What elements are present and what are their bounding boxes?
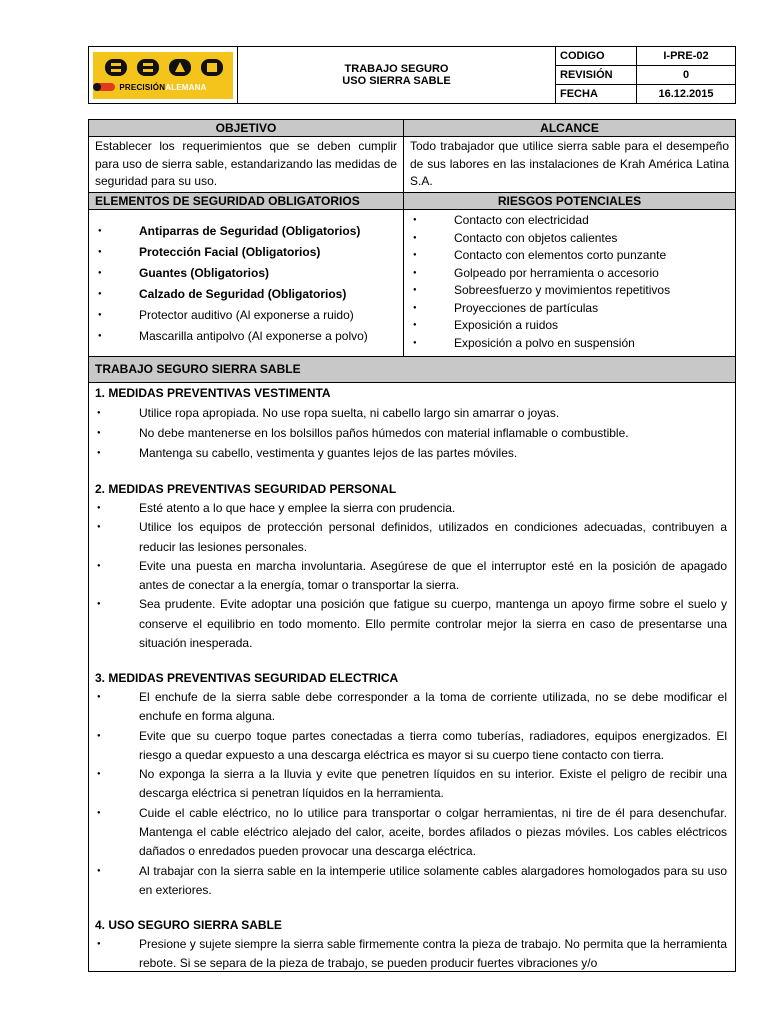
section-item: ● Mantenga su cabello, vestimenta y guantes lejos de las partes móviles. [95, 443, 727, 463]
elementos-item: ● Mascarilla antipolvo (Al exponerse a polvo) [89, 326, 403, 347]
meta-label-codigo: CODIGO [556, 47, 637, 66]
section-item: ● No exponga la sierra a la lluvia y evite que penetren líquidos en su interior. Existe el peligro de recibir una descarga eléctrica si penetran líquidos en la herramienta. [95, 765, 727, 804]
section-item: ● Sea prudente. Evite adoptar una posición que fatigue su cuerpo, mantenga un apoyo firme sobre el suelo y conserve el equilibrio en todo momento. Ello permite controlar mejor la sierra en caso de presentarse una situación inesperada. [95, 595, 727, 653]
riesgos-list [404, 212, 735, 352]
section-item: ● Utilice ropa apropiada. No use ropa suelta, ni cabello largo sin amarrar o joyas. [95, 403, 727, 423]
elementos-item: ● Protección Facial (Obligatorios) [89, 242, 403, 263]
flag-icon [93, 83, 115, 91]
title-line-2: USO SIERRA SABLE [342, 75, 451, 87]
meta-label-revision: REVISIÓN [556, 65, 637, 84]
alcance-text: Todo trabajador que utilice sierra sable para el desempeño de sus labores en las instalaciones de Krah América Latina S.A. [410, 139, 729, 188]
section-item: ● Utilice los equipos de protección personal definidos, utilizados en condiciones adecuadas, contribuyen a reducir las lesiones personales. [95, 518, 727, 557]
meta-value-fecha: 16.12.2015 [637, 84, 736, 103]
section-title: 2. MEDIDAS PREVENTIVAS SEGURIDAD PERSONAL [95, 482, 397, 496]
trabajo-seguro-row [89, 357, 735, 383]
objetivo-heading: OBJETIVO [89, 120, 404, 136]
meta-label-fecha: FECHA [556, 84, 637, 103]
riesgos-item: ● Exposición a polvo en suspensión [404, 335, 735, 353]
objetivo-alcance-row [89, 137, 735, 193]
section-item: ● Evite una puesta en marcha involuntaria. Asegúrese de que el interruptor esté en la posición de apagado antes de conectar a la energía, tomar o transportar la sierra. [95, 557, 727, 596]
document-title [238, 47, 556, 104]
elementos-item: ● Calzado de Seguridad (Obligatorios) [89, 284, 403, 305]
logo-wordmark [93, 83, 233, 92]
riesgos-item: ● Contacto con elementos corto punzante [404, 247, 735, 265]
alcance-heading: ALCANCE [540, 121, 599, 135]
section-item: ● Cuide el cable eléctrico, no lo utilice para transportar o colgar herramientas, ni tire de él para desenchufar. Mantenga el cable eléctrico alejado del calor, aceite, bordes afilados o piezas móviles. Los cables eléctricos dañados o enredados pueden provocar una descarga eléctrica. [95, 804, 727, 862]
company-logo [93, 52, 233, 99]
elementos-item: ● Guantes (Obligatorios) [89, 263, 403, 284]
section-item: ● Presione y sujete siempre la sierra sable firmemente contra la pieza de trabajo. No permita que la herramienta rebote. Si se separa de la pieza de trabajo, se pueden producir fuertes vibraciones y/o [95, 935, 727, 974]
riesgos-item: ● Contacto con objetos calientes [404, 230, 735, 248]
section-seguridad-electrica [89, 669, 735, 900]
section-list [95, 499, 727, 653]
section-seguridad-personal [89, 480, 735, 653]
section-uso-seguro [89, 916, 735, 974]
heading-row-elementos [89, 193, 735, 210]
riesgos-item: ● Proyecciones de partículas [404, 300, 735, 318]
riesgos-item: ● Sobreesfuerzo y movimientos repetitivos [404, 282, 735, 300]
section-title: 4. USO SEGURO SIERRA SABLE [95, 918, 282, 932]
elementos-item: ● Antiparras de Seguridad (Obligatorios) [89, 221, 403, 242]
objetivo-text: Establecer los requerimientos que se deben cumplir para uso de sierra sable, estandarizando las medidas de seguridad para su uso. [95, 139, 397, 188]
riesgos-item: ● Contacto con electricidad [404, 212, 735, 230]
elementos-list [89, 221, 403, 347]
section-list [95, 935, 727, 974]
elementos-item: ● Protector auditivo (Al exponerse a ruido) [89, 305, 403, 326]
meta-value-codigo: I-PRE-02 [637, 47, 736, 66]
section-item: ● Al trabajar con la sierra sable en la intemperie utilice solamente cables alargadores homologados para su uso en exteriores. [95, 862, 727, 901]
title-line-1: TRABAJO SEGURO [344, 63, 449, 75]
main-table [88, 119, 736, 972]
elementos-heading: ELEMENTOS DE SEGURIDAD OBLIGATORIOS [89, 193, 404, 209]
section-item: ● No debe mantenerse en los bolsillos paños húmedos con material inflamable o combustible. [95, 423, 727, 443]
riesgos-item: ● Golpeado por herramienta o accesorio [404, 265, 735, 283]
meta-value-revision: 0 [637, 65, 736, 84]
logo-mark-icon [93, 52, 233, 82]
riesgos-heading: RIESGOS POTENCIALES [497, 194, 642, 208]
logo-brand-left: PRECISIÓN [119, 82, 166, 92]
document-header [88, 46, 736, 104]
section-list [95, 403, 727, 463]
section-title: 3. MEDIDAS PREVENTIVAS SEGURIDAD ELECTRICA [95, 671, 399, 685]
section-item: ● Esté atento a lo que hace y emplee la sierra con prudencia. [95, 499, 727, 518]
section-list [95, 688, 727, 900]
section-vestimenta [89, 384, 735, 463]
logo-cell [89, 47, 238, 104]
elementos-riesgos-row [89, 210, 735, 357]
logo-brand-right: ALEMANA [165, 82, 207, 92]
section-title: 1. MEDIDAS PREVENTIVAS VESTIMENTA [95, 386, 331, 400]
section-item: ● El enchufe de la sierra sable debe corresponder a la toma de corriente utilizada, no se debe modificar el enchufe en forma alguna. [95, 688, 727, 727]
section-item: ● Evite que su cuerpo toque partes conectadas a tierra como tuberías, radiadores, equipos energizados. El riesgo a quedar expuesto a una descarga eléctrica es mayor si su cuerpo tiene contacto con tierra. [95, 727, 727, 766]
riesgos-item: ● Exposición a ruidos [404, 317, 735, 335]
heading-row-objetivo [89, 120, 735, 137]
trabajo-seguro-heading: TRABAJO SEGURO SIERRA SABLE [95, 362, 301, 376]
